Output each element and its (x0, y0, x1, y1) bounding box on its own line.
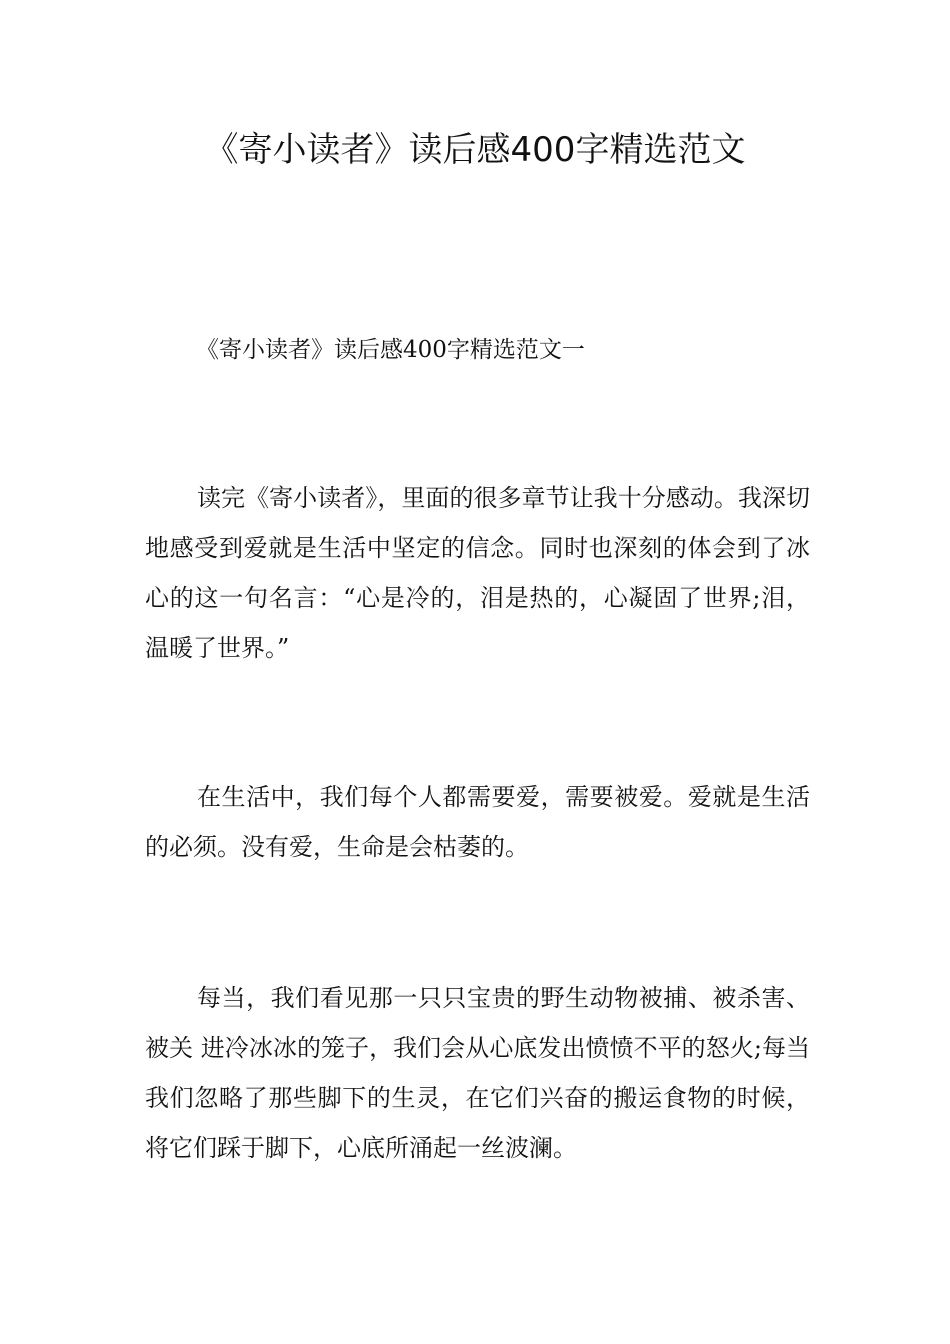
paragraph-3: 每当，我们看见那一只只宝贵的野生动物被捕、被杀害、被关 进冷冰冰的笼子，我们会从心底发出愤愤不平的怒火;每当我们忽略了那些脚下的生灵，在它们兴奋的搬运食物的时候，将它们踩于脚下，心底所涌起一丝波澜。 (145, 984, 810, 1162)
paragraph-2: 在生活中，我们每个人都需要爱，需要被爱。爱就是生活的必须。没有爱，生命是会枯萎的。 (145, 783, 810, 861)
section-heading: 《寄小读者》读后感400字精选范文一 (196, 337, 585, 363)
document-title: 《寄小读者》读后感400字精选范文 (204, 130, 746, 170)
paragraph-1: 读完《寄小读者》，里面的很多章节让我十分感动。我深切地感受到爱就是生活中坚定的信念。同时也深刻的体会到了冰心的这一句名言：“心是冷的，泪是热的，心凝固了世界;泪，温暖了世界。” (145, 484, 810, 662)
